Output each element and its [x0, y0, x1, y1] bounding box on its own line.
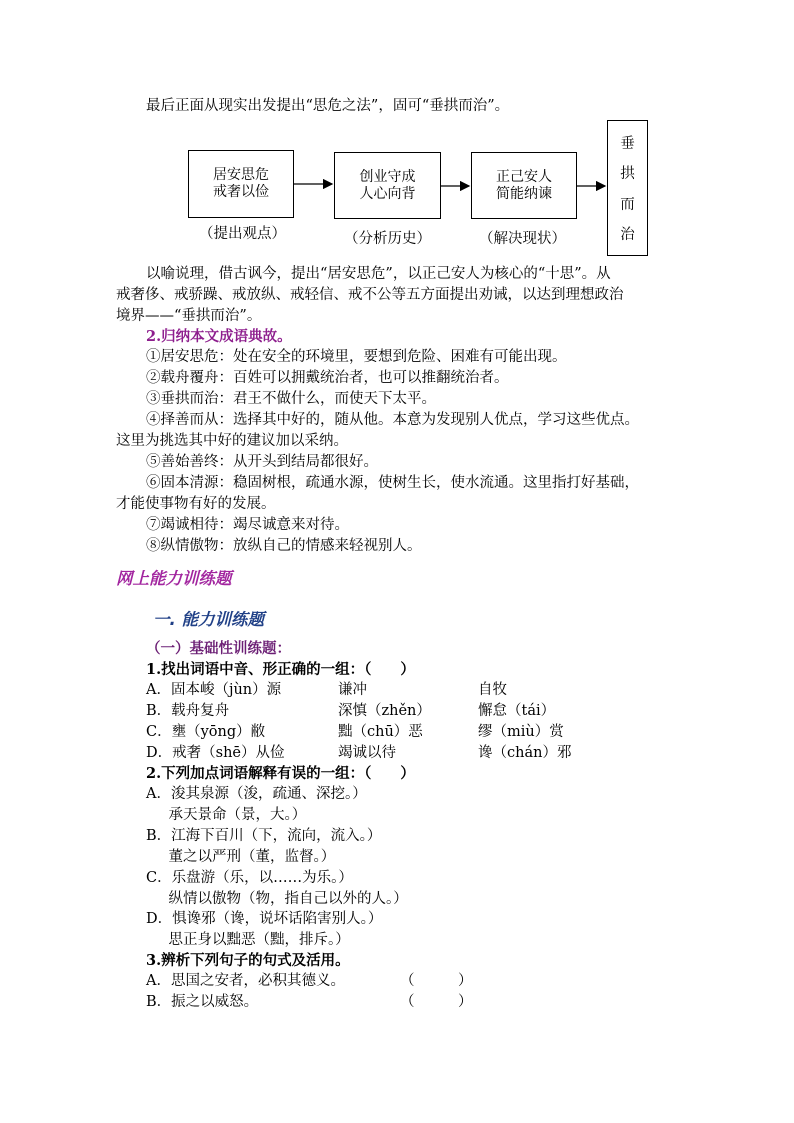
summary-line-1: 以喻说理，借古讽今，提出“居安思危”，以正己安人为核心的“十思”。从 — [146, 266, 611, 282]
idiom-item: ⑧纵情傲物：放纵自己的情感来轻视别人。 — [146, 538, 422, 554]
q2-line: B．江海下百川（下，流向，流入。） — [146, 828, 382, 844]
goal-char-1: 垂 — [620, 135, 635, 152]
box-analyze-line1: 创业守成 — [359, 168, 416, 185]
q1-a-1: A．固本峻（jùn）源 — [146, 682, 282, 698]
q1-c-1: C．壅（yōng）敝 — [146, 724, 266, 740]
summary-line-2: 戒奢侈、戒骄躁、戒放纵、戒轻信、戒不公等五方面提出劝诫，以达到理想政治 — [116, 287, 624, 303]
q3-a: A．思国之安者，必积其德义。 — [146, 973, 345, 989]
idioms-title: 2.归纳本文成语典故。 — [146, 328, 292, 345]
box-analyze-line2: 人心向背 — [359, 185, 416, 202]
q1-c-3: 缪（miù）赏 — [478, 724, 564, 740]
q2-line: D．惧谗邪（谗，说坏话陷害别人。） — [146, 911, 383, 927]
q1-d-1: D．戒奢（shē）从俭 — [146, 745, 285, 761]
summary-line-3: 境界——“垂拱而治”。 — [116, 308, 262, 324]
box-propose-line1: 居安思危 — [213, 167, 269, 183]
idiom-item: ⑥固本清源：稳固树根，疏通水源，使树生长，使水流通。这里指打好基础， — [146, 475, 639, 491]
q1-d-2: 竭诚以待 — [338, 745, 396, 761]
caption-analyze: （分析历史） — [344, 231, 431, 247]
q1-b-3: 懈怠（tái） — [478, 703, 556, 719]
q1-a-3: 自牧 — [478, 682, 507, 698]
idiom-item: ④择善而从：选择其中好的，随从他。本意为发现别人优点，学习这些优点。 — [146, 412, 639, 428]
diagram-arrows — [0, 0, 794, 300]
intro-line: 最后正面从现实出发提出“思危之法”，固可“垂拱而治”。 — [146, 98, 510, 114]
goal-char-3: 而 — [620, 196, 635, 213]
idiom-item: ③垂拱而治：君王不做什么，而使天下太平。 — [146, 391, 436, 407]
basic-section-title: （一）基础性训练题： — [146, 640, 291, 657]
q3-b: B．振之以威怒。 — [146, 994, 259, 1010]
box-solve-line2: 简能纳谏 — [496, 185, 552, 202]
idiom-item-cont: 这里为挑选其中好的建议加以采纳。 — [116, 433, 348, 449]
q2-line: 思正身以黜恶（黜，排斥。） — [154, 932, 350, 948]
goal-char-4: 治 — [620, 227, 635, 244]
q1-c-2: 黜（chū）恶 — [338, 724, 423, 740]
q2-line: 董之以严刑（董，监督。） — [154, 849, 336, 865]
q2-line: A．浚其泉源（浚，疏通、深挖。） — [146, 786, 367, 802]
q1-b-2: 深慎（zhěn） — [338, 703, 431, 719]
idiom-item: ②载舟覆舟：百姓可以拥戴统治者，也可以推翻统治者。 — [146, 370, 509, 386]
q2-stem: 2.下列加点词语解释有误的一组：（ ） — [146, 765, 415, 782]
box-solve-line1: 正己安人 — [496, 168, 552, 185]
ability-section-title: 一. 能力训练题 — [153, 610, 265, 629]
idiom-item: ⑤善始善终：从开头到结局都很好。 — [146, 454, 378, 470]
idiom-item: ①居安思危：处在安全的环境里，要想到危险、困难有可能出现。 — [146, 349, 567, 365]
q1-b-1: B．载舟复舟 — [146, 703, 230, 719]
q3-b-answer: （ ） — [400, 994, 473, 1010]
idiom-item-cont: 才能使事物有好的发展。 — [116, 496, 276, 512]
q2-line: C．乐盘游（乐，以……为乐。） — [146, 870, 353, 886]
box-propose-line2: 戒奢以俭 — [213, 184, 269, 200]
caption-propose: （提出观点） — [199, 226, 286, 242]
goal-char-2: 拱 — [620, 166, 635, 183]
q3-stem: 3.辨析下列句子的句式及活用。 — [146, 952, 350, 969]
caption-solve: （解决现状） — [479, 231, 566, 247]
q1-a-2: 谦冲 — [338, 682, 367, 698]
q1-stem: 1.找出词语中音、形正确的一组：（ ） — [146, 661, 415, 678]
q1-d-3: 谗（chán）邪 — [478, 745, 572, 761]
idiom-item: ⑦竭诚相待：竭尽诚意来对待。 — [146, 517, 349, 533]
online-section-title: 网上能力训练题 — [116, 569, 232, 588]
q2-line: 承天景命（景，大。） — [154, 807, 307, 823]
q2-line: 纵情以傲物（物，指自己以外的人。） — [154, 891, 408, 907]
q3-a-answer: （ ） — [400, 973, 473, 989]
